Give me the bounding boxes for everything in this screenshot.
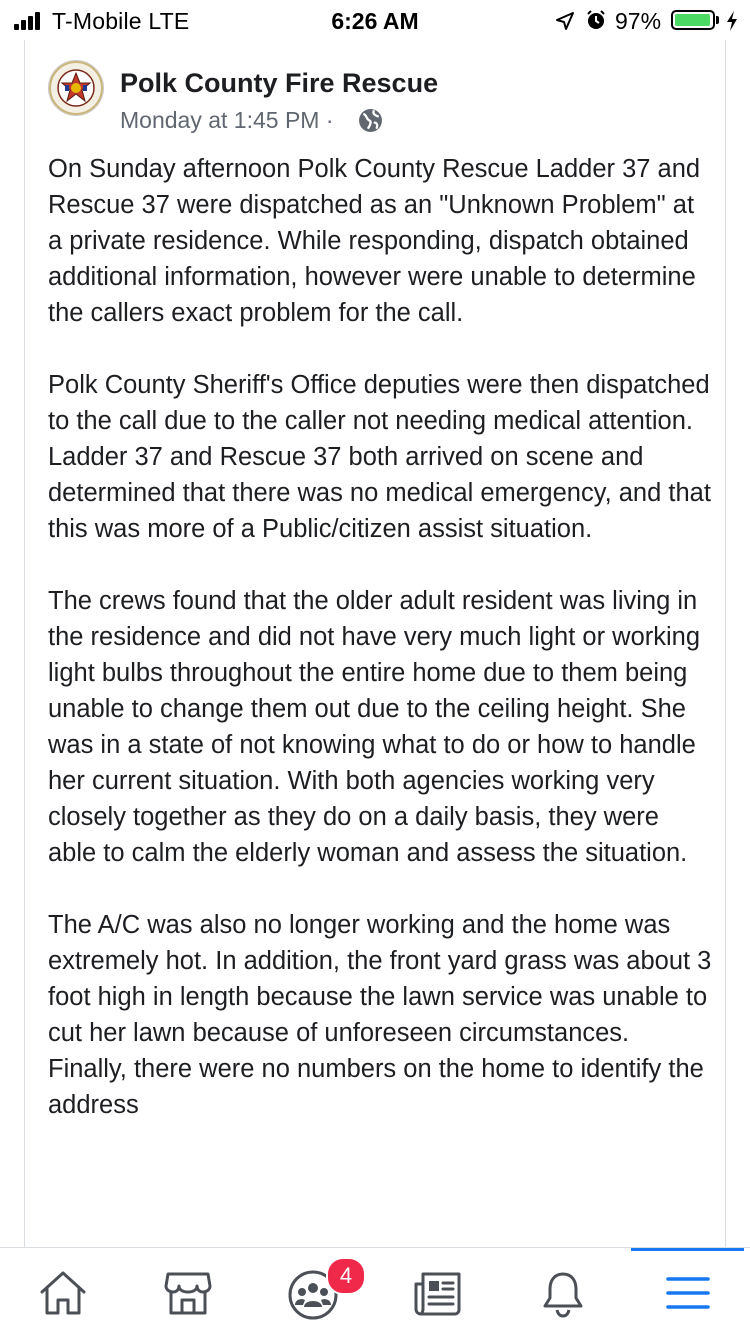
alarm-clock-icon <box>585 9 607 31</box>
post-meta <box>120 107 334 134</box>
battery-nub <box>716 16 719 24</box>
active-tab-indicator <box>631 1248 744 1251</box>
post-timestamp[interactable]: Monday at 1:45 PM <box>120 107 320 133</box>
tab-notifications[interactable] <box>500 1248 625 1335</box>
post-paragraph: The crews found that the older adult resident was living in the residence and did not have very much light or working light bulbs throughout the entire home due to them being unable to change them out due to the ceiling height. She was in a state of not knowing what to do or how to handle her current situation. With both agencies working very closely together as they do on a daily basis, they were able to calm the elderly woman and assess the situation. <box>48 587 701 867</box>
bottom-tab-bar <box>0 1247 750 1335</box>
fire-rescue-logo-icon <box>49 61 103 115</box>
location-arrow-icon <box>555 11 575 31</box>
globe-icon <box>358 108 383 133</box>
meta-separator: · <box>325 107 334 133</box>
tab-menu[interactable] <box>625 1248 750 1335</box>
page-avatar[interactable] <box>48 60 104 116</box>
post-paragraph: On Sunday afternoon Polk County Rescue Ladder 37 and Rescue 37 were dispatched as an "Unknown Problem" at a private residence. While responding, dispatch obtained additional information, however were unable to determine the callers exact problem for the call. <box>48 155 701 327</box>
tab-marketplace[interactable] <box>125 1248 250 1335</box>
tab-home[interactable] <box>0 1248 125 1335</box>
carrier-label: T-Mobile LTE <box>52 8 190 34</box>
post-paragraph: The A/C was also no longer working and the home was extremely hot. In addition, the front yard grass was about 3 foot high in length because the lawn service was unable to cut her lawn because of unforeseen circumstances. Finally, there were no numbers on the home to identify the address <box>48 911 712 1119</box>
clock: 6:26 AM <box>331 8 419 34</box>
marketplace-icon <box>163 1270 213 1316</box>
news-icon <box>413 1270 463 1316</box>
home-icon <box>38 1270 88 1316</box>
post-body <box>48 151 713 1159</box>
bell-icon <box>540 1270 586 1318</box>
post-paragraph: Polk County Sheriff's Office deputies were then dispatched to the call due to the caller not needing medical attention. Ladder 37 and Rescue 37 both arrived on scene and determined that there was no medical emergency, and that this was more of a Public/citizen assist situation. <box>48 371 711 543</box>
battery-icon <box>671 10 715 30</box>
groups-notification-badge: 4 <box>326 1257 366 1295</box>
page-name-link[interactable]: Polk County Fire Rescue <box>120 68 439 98</box>
status-bar <box>0 0 750 40</box>
battery-percent: 97% <box>615 8 662 34</box>
tab-news[interactable] <box>375 1248 500 1335</box>
charging-bolt-icon <box>725 10 739 32</box>
menu-icon <box>664 1270 712 1316</box>
